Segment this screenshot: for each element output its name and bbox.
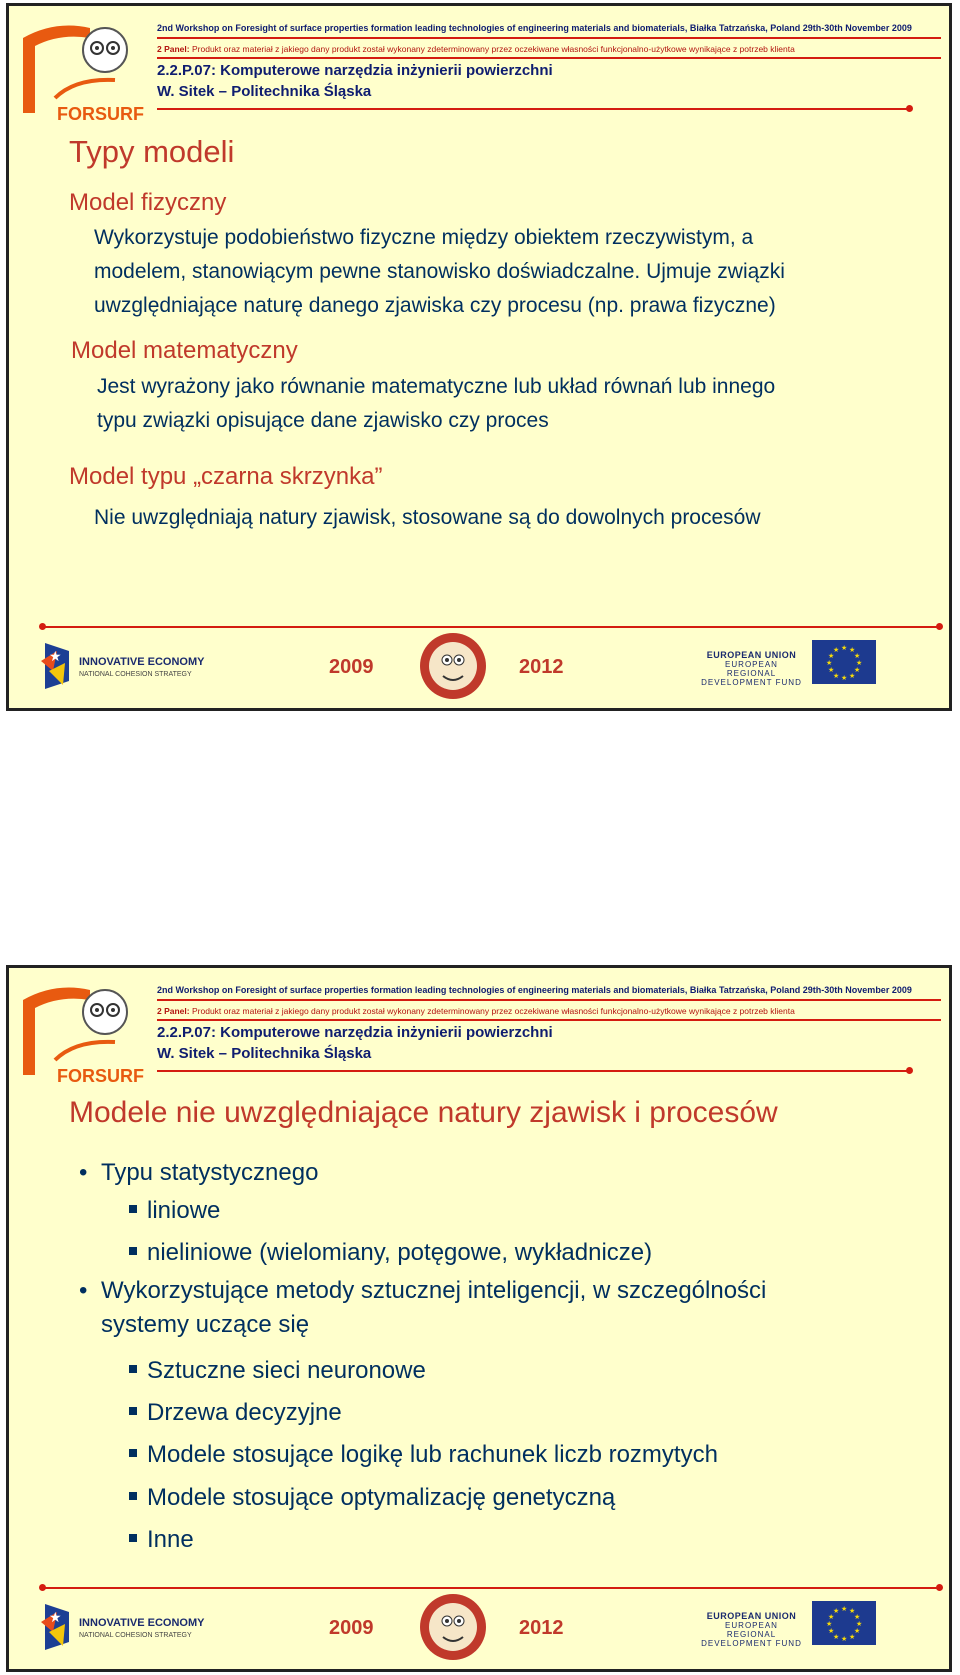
svg-text:★: ★ [854, 653, 861, 660]
footer-divider [42, 626, 941, 628]
divider-dot [936, 1584, 943, 1591]
section-text: Wykorzystuje podobieństwo fizyczne między obiektem rzeczywistym, a modelem, stanowiącym pewne stanowisko doświadczalne. Ujmuje związki uwzględniające naturę danego zjawiska czy procesu (np. prawa fizyczne) [94, 226, 785, 317]
header-divider [157, 999, 941, 1001]
panel-description: 2 Panel: Produkt oraz materiał z jakiego dany produkt został wykonany zdeterminowany przez oczekiwane własności funkcjonalno-użytkowe wynikające z potrzeb klienta [157, 1006, 795, 1016]
sub-bullet-item: nieliniowe (wielomiany, potęgowe, wykładnicze) [129, 1239, 652, 1267]
sub-bullet-item: Sztuczne sieci neuronowe [129, 1357, 426, 1385]
divider-dot [936, 623, 943, 630]
svg-text:FORSURF: FORSURF [57, 1066, 144, 1086]
svg-text:★: ★ [841, 1606, 848, 1613]
svg-text:★: ★ [833, 1634, 840, 1641]
section-heading: Model matematyczny [71, 337, 298, 364]
divider-dot [39, 1584, 46, 1591]
svg-text:★: ★ [828, 1614, 835, 1621]
year-end: 2012 [519, 1617, 564, 1639]
svg-text:★: ★ [854, 667, 861, 674]
svg-text:★: ★ [841, 645, 848, 652]
mascot-emblem-icon [417, 630, 489, 702]
svg-text:★: ★ [849, 1634, 856, 1641]
svg-text:★: ★ [833, 1608, 840, 1615]
svg-text:★: ★ [854, 1614, 861, 1621]
sub-bullet-item: liniowe [129, 1197, 220, 1225]
year-start: 2009 [329, 1617, 374, 1639]
footer [9, 1587, 949, 1669]
section-text: Jest wyrażony jako równanie matematyczne lub układ równań lub innego typu związki opisujące dane zjawisko czy proces [97, 375, 776, 432]
sub-bullet-item: Drzewa decyzyjne [129, 1399, 342, 1427]
sub-bullet-item: Modele stosujące logikę lub rachunek liczb rozmytych [129, 1441, 718, 1469]
author-line: W. Sitek – Politechnika Śląska [157, 83, 372, 100]
author-line: W. Sitek – Politechnika Śląska [157, 1045, 372, 1062]
sub-bullet-item: Modele stosujące optymalizację genetyczną [129, 1484, 615, 1512]
panel-description: 2 Panel: Produkt oraz materiał z jakiego dany produkt został wykonany zdeterminowany przez oczekiwane własności funkcjonalno-użytkowe wynikające z potrzeb klienta [157, 44, 795, 54]
svg-text:★: ★ [828, 667, 835, 674]
header-divider [157, 57, 941, 59]
year-end: 2012 [519, 656, 564, 678]
innovative-economy-title: INNOVATIVE ECONOMY [79, 656, 205, 668]
svg-text:★: ★ [849, 1608, 856, 1615]
divider-dot [39, 623, 46, 630]
header-divider [157, 1070, 909, 1072]
svg-text:★: ★ [828, 1628, 835, 1635]
eu-fund-label: EUROPEAN UNION EUROPEAN REGIONAL DEVELOPMENT FUND [701, 1611, 802, 1648]
section-text: Nie uwzględniają natury zjawisk, stosowane są do dowolnych procesów [94, 506, 761, 529]
svg-text:★: ★ [826, 660, 833, 667]
svg-text:★: ★ [49, 648, 62, 664]
innovative-economy-logo [39, 1602, 75, 1652]
cohesion-strategy-label: NATIONAL COHESION STRATEGY [79, 1632, 192, 1639]
bullet-item: • Wykorzystujące metody sztucznej inteligencji, w szczególności systemy uczące się [79, 1274, 839, 1342]
slide-title: Modele nie uwzględniające natury zjawisk i procesów [69, 1096, 778, 1129]
footer [9, 626, 949, 708]
header-divider [157, 1019, 941, 1021]
svg-text:★: ★ [849, 647, 856, 654]
slide-1 [6, 3, 952, 711]
workshop-title: 2nd Workshop on Foresight of surface properties formation leading technologies of engineering materials and biomaterials, Białka Tatrzańska, Poland 29th-30th November 2009 [157, 985, 912, 995]
workshop-title: 2nd Workshop on Foresight of surface properties formation leading technologies of engineering materials and biomaterials, Białka Tatrzańska, Poland 29th-30th November 2009 [157, 23, 912, 33]
divider-dot [906, 105, 913, 112]
slide-2 [6, 965, 952, 1672]
svg-text:★: ★ [856, 660, 863, 667]
header-divider [157, 108, 909, 110]
year-start: 2009 [329, 656, 374, 678]
footer-divider [42, 1587, 941, 1589]
slide-title: Typy modeli [69, 134, 235, 169]
svg-text:★: ★ [828, 653, 835, 660]
svg-text:★: ★ [849, 673, 856, 680]
svg-text:★: ★ [841, 675, 848, 682]
eu-flag-icon [812, 1601, 876, 1645]
mascot-emblem-icon [417, 1591, 489, 1663]
forsurf-logo [15, 980, 155, 1090]
svg-text:★: ★ [856, 1621, 863, 1628]
eu-flag-icon [812, 640, 876, 684]
innovative-economy-title: INNOVATIVE ECONOMY [79, 1617, 205, 1629]
svg-text:★: ★ [49, 1609, 62, 1625]
svg-text:★: ★ [833, 673, 840, 680]
svg-text:★: ★ [826, 1621, 833, 1628]
eu-fund-label: EUROPEAN UNION EUROPEAN REGIONAL DEVELOPMENT FUND [701, 650, 802, 687]
svg-text:★: ★ [854, 1628, 861, 1635]
svg-text:FORSURF: FORSURF [57, 104, 144, 124]
course-title: 2.2.P.07: Komputerowe narzędzia inżynierii powierzchni [157, 62, 553, 79]
svg-text:★: ★ [841, 1636, 848, 1643]
svg-text:★: ★ [833, 647, 840, 654]
section-heading: Model fizyczny [69, 189, 227, 216]
divider-dot [906, 1067, 913, 1074]
header-divider [157, 37, 941, 39]
forsurf-logo [15, 18, 155, 128]
cohesion-strategy-label: NATIONAL COHESION STRATEGY [79, 671, 192, 678]
innovative-economy-logo [39, 641, 75, 691]
sub-bullet-item: Inne [129, 1526, 194, 1554]
bullet-item: • Typu statystycznego [79, 1156, 318, 1190]
course-title: 2.2.P.07: Komputerowe narzędzia inżynierii powierzchni [157, 1024, 553, 1041]
section-heading: Model typu „czarna skrzynka” [69, 463, 383, 490]
